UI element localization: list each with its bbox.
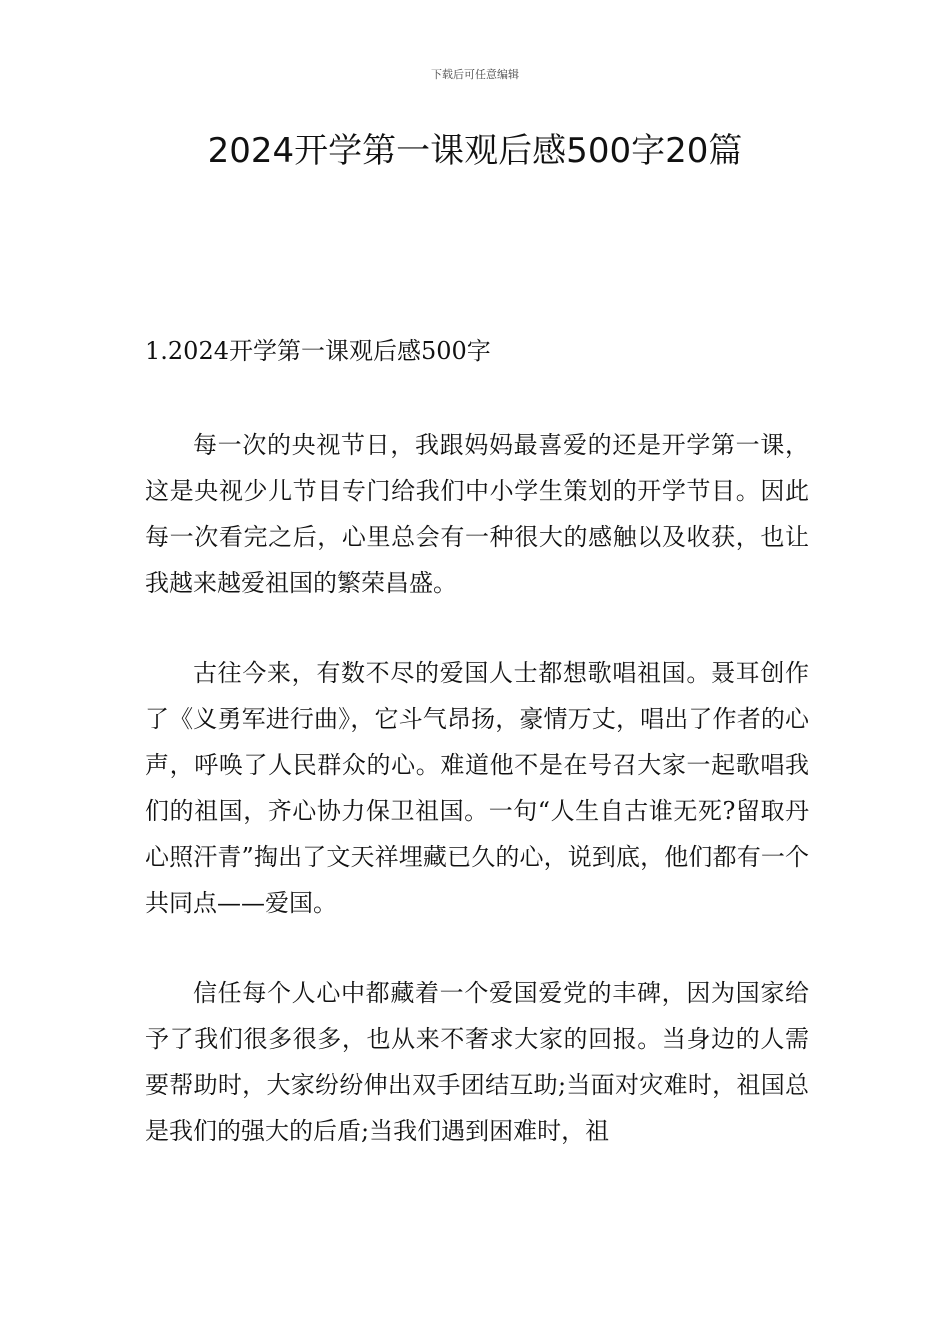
paragraph-1: 每一次的央视节日，我跟妈妈最喜爱的还是开学第一课，这是央视少儿节目专门给我们中小学生策划的开学节目。因此每一次看完之后，心里总会有一种很大的感触以及收获，也让我越来越爱祖国的繁荣昌盛。 — [145, 431, 809, 597]
document-body — [145, 330, 809, 1154]
section-heading: 1.2024开学第一课观后感500字 — [145, 337, 491, 365]
header-note: 下载后可任意编辑 — [431, 68, 519, 81]
paragraph-3: 信任每个人心中都藏着一个爱国爱党的丰碑，因为国家给予了我们很多很多，也从来不奢求大家的回报。当身边的人需要帮助时，大家纷纷伸出双手团结互助;当面对灾难时，祖国总是我们的强大的后盾;当我们遇到困难时，祖 — [145, 979, 809, 1145]
paragraph-2: 古往今来，有数不尽的爱国人士都想歌唱祖国。聂耳创作了《义勇军进行曲》，它斗气昂扬，豪情万丈，唱出了作者的心声，呼唤了人民群众的心。难道他不是在号召大家一起歌唱我们的祖国，齐心协力保卫祖国。一句“人生自古谁无死?留取丹心照汗青”掏出了文天祥埋藏已久的心，说到底，他们都有一个共同点——爱国。 — [145, 659, 809, 917]
document-title: 2024开学第一课观后感500字20篇 — [207, 131, 743, 171]
